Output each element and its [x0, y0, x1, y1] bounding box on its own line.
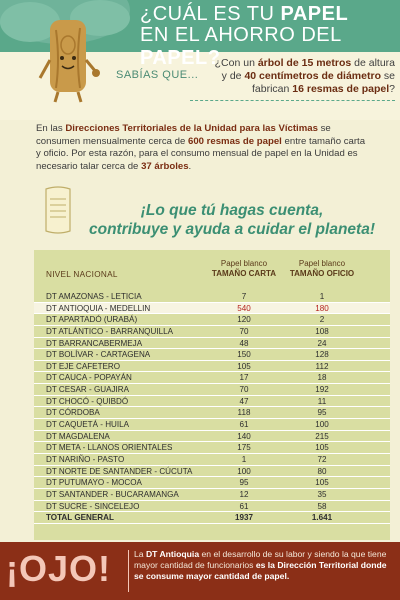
ojo-banner: [0, 542, 400, 600]
row-carta: 61: [239, 501, 249, 511]
table-row: [34, 454, 390, 466]
divider-line: [190, 100, 395, 101]
row-oficio: 11: [317, 396, 327, 406]
slogan-line-1: ¡Lo que tú hagas cuenta,: [140, 202, 324, 219]
row-name: DT CÓRDOBA: [46, 408, 100, 418]
table-row: [34, 303, 390, 315]
row-oficio: 1: [319, 292, 325, 301]
row-name: DT CHOCÓ - QUIBDÓ: [46, 396, 129, 406]
table-row: [34, 501, 390, 513]
ojo-title: ¡OJO!: [6, 548, 112, 589]
row-name: DT ANTIOQUIA - MEDELLIN: [46, 303, 151, 313]
sabias-que: SABÍAS QUE...: [116, 69, 199, 81]
slogan: [72, 201, 392, 239]
row-name: DT BARRANCABERMEJA: [46, 338, 143, 348]
col-header-oficio-line1: Papel blanco: [298, 259, 346, 268]
title-line-2: EN EL AHORRO DEL PAPEL?: [140, 24, 342, 69]
title-line-1: ¿CUÁL ES TU PAPEL: [140, 3, 349, 25]
row-oficio: 215: [315, 431, 329, 441]
row-carta: 61: [239, 420, 249, 430]
row-oficio: 35: [317, 489, 327, 499]
row-name: DT CAUCA - POPAYÁN: [46, 373, 132, 383]
col-header-carta-line2: TAMAÑO CARTA: [211, 269, 277, 278]
table-row: [34, 489, 390, 501]
row-carta: 140: [237, 431, 251, 441]
row-carta: 70: [239, 326, 249, 336]
table-row: [34, 442, 390, 454]
row-name: DT NORTE DE SANTANDER - CÚCUTA: [46, 466, 193, 476]
paper-scroll-icon: [40, 185, 76, 237]
row-oficio: 18: [317, 373, 327, 383]
row-name: DT NARIÑO - PASTO: [46, 454, 125, 464]
row-oficio: 58: [317, 501, 327, 511]
table-row: [34, 338, 390, 350]
row-carta: 120: [237, 315, 251, 325]
ojo-text: La DT Antioquia en el desarrollo de su labor y siendo la que tiene mayor cantidad de funcionarios es la Dirección Territorial donde se consume mayor cantidad de papel.: [134, 549, 387, 581]
row-name: DT CESAR - GUAJIRA: [46, 385, 130, 395]
col-header-oficio-line2: TAMAÑO OFICIO: [289, 269, 355, 278]
table-row: [34, 361, 390, 373]
intro-paragraph: En las Direcciones Territoriales de la Unidad para las Víctimas se consumen mensualmente cerca de 600 resmas de papel entre tamaño carta y oficio. Por esta razón, para el consumo mensual de papel en la Unidad es necesario talar cerca de 37 árboles.: [36, 123, 366, 172]
row-name: DT PUTUMAYO - MOCOA: [46, 478, 142, 488]
row-carta: 95: [239, 478, 249, 488]
row-oficio: 24: [317, 338, 327, 348]
row-oficio: 2: [319, 315, 325, 325]
header: [0, 0, 400, 120]
ojo-divider: [128, 550, 129, 592]
row-carta: 70: [239, 385, 249, 395]
table-row: [34, 326, 390, 338]
row-carta: 17: [239, 373, 249, 383]
row-carta: 105: [237, 361, 251, 371]
row-name: DT CAQUETÁ - HUILA: [46, 420, 130, 430]
row-carta: 175: [237, 443, 251, 453]
row-oficio: 105: [315, 478, 329, 488]
row-oficio: 100: [315, 420, 329, 430]
row-carta: 1937: [234, 513, 253, 523]
row-carta: 150: [237, 350, 251, 360]
table-row: [34, 396, 390, 408]
col-header-oficio: [288, 259, 356, 279]
table-row: [34, 512, 390, 524]
row-carta: 100: [237, 466, 251, 476]
table-row: [34, 477, 390, 489]
table-row: [34, 466, 390, 478]
row-name: DT EJE CAFETERO: [46, 361, 121, 371]
row-name: DT AMAZONAS - LETICIA: [46, 292, 142, 301]
row-name: DT MAGDALENA: [46, 431, 110, 441]
table-row: [34, 407, 390, 419]
table-row: [34, 372, 390, 384]
row-name: TOTAL GENERAL: [46, 513, 114, 523]
row-name: DT SUCRE - SINCELEJO: [46, 501, 140, 511]
col-header-carta-line1: Papel blanco: [220, 259, 268, 268]
row-name: DT ATLÁNTICO - BARRANQUILLA: [46, 326, 173, 336]
row-carta: 12: [239, 489, 249, 499]
row-carta: 1: [241, 454, 247, 464]
table-row: [34, 349, 390, 361]
row-carta: 118: [237, 408, 251, 418]
table-row: [34, 431, 390, 443]
tree-mascot-icon: [0, 0, 130, 105]
row-name: DT META - LLANOS ORIENTALES: [46, 443, 173, 453]
row-name: DT BOLÍVAR - CARTAGENA: [46, 350, 151, 360]
table-row: [34, 291, 390, 303]
consumption-table: [34, 250, 390, 540]
table-rows: [34, 291, 390, 524]
row-carta: 47: [239, 396, 249, 406]
table-row: [34, 314, 390, 326]
slogan-line-2: contribuye y ayuda a cuidar el planeta!: [89, 221, 375, 238]
row-oficio: 105: [315, 443, 329, 453]
table-row: [34, 384, 390, 396]
row-carta: 48: [239, 338, 249, 348]
row-oficio: 1.641: [311, 513, 333, 523]
row-oficio: 95: [317, 408, 327, 418]
row-oficio: 128: [315, 350, 329, 360]
row-name: DT SANTANDER - BUCARAMANGA: [46, 489, 179, 499]
row-oficio: 72: [317, 454, 327, 464]
row-name: DT APARTADÓ (URABÁ): [46, 315, 138, 325]
arbol-fact: ¿Con un árbol de 15 metros de altura y de 40 centímetros de diámetro se fabrican 16 resmas de papel?: [214, 57, 395, 95]
row-oficio: 112: [315, 361, 329, 371]
row-oficio: 80: [317, 466, 327, 476]
table-row: [34, 419, 390, 431]
row-carta: 540: [237, 303, 251, 313]
row-oficio: 192: [315, 385, 329, 395]
col-header-carta: [210, 259, 278, 279]
col-header-nivel: NIVEL NACIONAL: [46, 270, 118, 279]
row-oficio: 180: [315, 303, 329, 313]
row-oficio: 108: [315, 326, 329, 336]
row-carta: 7: [241, 292, 247, 301]
